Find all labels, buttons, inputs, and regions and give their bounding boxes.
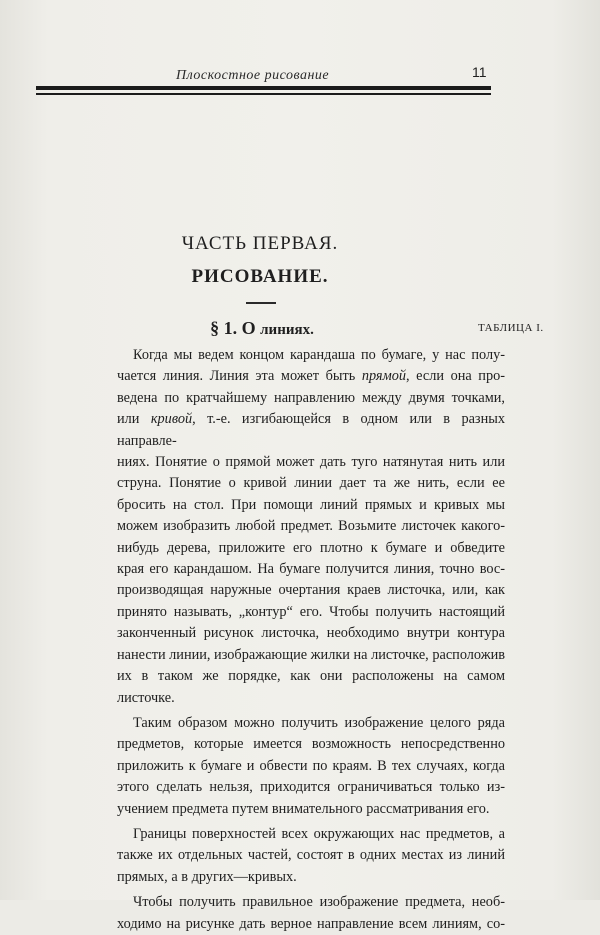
text-line: Чтобы получить правильное изображение предмета, необ- xyxy=(133,894,505,911)
paragraph xyxy=(117,824,505,888)
subsection-title-lead: О xyxy=(241,318,256,338)
text-line: ходимо на рисунке дать верное направление всем линиям, со- xyxy=(117,915,505,932)
text-line: или кривой, т.-е. изгибающейся в одном или в разных направле- xyxy=(117,411,505,449)
text-line: также их отдельных частей, состоят в одних местах из линий xyxy=(117,847,505,864)
text-line: нибудь дерева, приложите его плотно к бумаге и обведите xyxy=(117,539,505,556)
text-line: нанести линии, изображающие жилки на листочке, расположив xyxy=(117,646,505,663)
part-title: ЧАСТЬ ПЕРВАЯ. xyxy=(181,233,339,254)
section-title: РИСОВАНИЕ. xyxy=(191,266,329,287)
text-line: можем изобразить любой предмет. Возьмите листочек какого- xyxy=(117,518,505,535)
text-line: бросить на стол. При помощи линий прямых и кривых мы xyxy=(117,496,505,513)
paragraph xyxy=(117,892,505,935)
text-line: принято называть, „контур“ его. Чтобы получить настоящий xyxy=(117,603,505,620)
body-text xyxy=(117,345,505,935)
header-rule-thick xyxy=(36,86,491,90)
subsection-number: § 1. xyxy=(210,318,238,338)
running-header: Плоскостное рисование xyxy=(176,68,330,83)
subsection-heading xyxy=(0,318,524,339)
text-line: Таким образом можно получить изображение целого ряда xyxy=(133,714,505,731)
text-line: Когда мы ведем концом карандаша по бумаге, у нас полу- xyxy=(133,347,505,363)
text-line: чается линия. Линия эта может быть прямой, если она про- xyxy=(117,368,506,385)
text-line: края его карандашом. На бумаге получится линия, точно вос- xyxy=(117,561,505,578)
text-line: этого сделать нельзя, приходится ограничиваться только из- xyxy=(117,779,505,796)
text-line: учением предмета путем внимательного рассматривания его. xyxy=(117,800,490,817)
paragraph xyxy=(117,345,505,709)
title-divider xyxy=(246,302,276,304)
text-line: предметов, которые имеется возможность непосредственно xyxy=(117,736,505,753)
subsection-title-rest: линиях. xyxy=(260,322,314,338)
text-line: их в таком же порядке, как они расположены на самом xyxy=(117,668,505,685)
text-line: производящая наружные очертания краев листочка, или, как xyxy=(117,582,505,599)
page-number: 11 xyxy=(472,64,487,80)
text-line: ведена по кратчайшему направлению между двумя точками, xyxy=(117,389,505,406)
text-line: прямых, а в других—кривых. xyxy=(117,868,297,885)
text-line: Границы поверхностей всех окружающих нас предметов, а xyxy=(133,825,505,842)
text-line: струна. Понятие о кривой линии дает та же нить, если ее xyxy=(117,475,505,492)
header-rule-thin xyxy=(36,93,491,95)
text-line: ниях. Понятие о прямой может дать туго натянутая нить или xyxy=(117,454,505,471)
text-line: законченный рисунок листочка, необходимо внутри контура xyxy=(117,625,505,642)
text-line: листочке. xyxy=(117,689,175,706)
paragraph xyxy=(117,713,505,820)
text-line: приложить к бумаге и обвести по краям. В тех случаях, когда xyxy=(117,757,505,774)
margin-note-table: ТАБЛИЦА I. xyxy=(478,322,544,334)
